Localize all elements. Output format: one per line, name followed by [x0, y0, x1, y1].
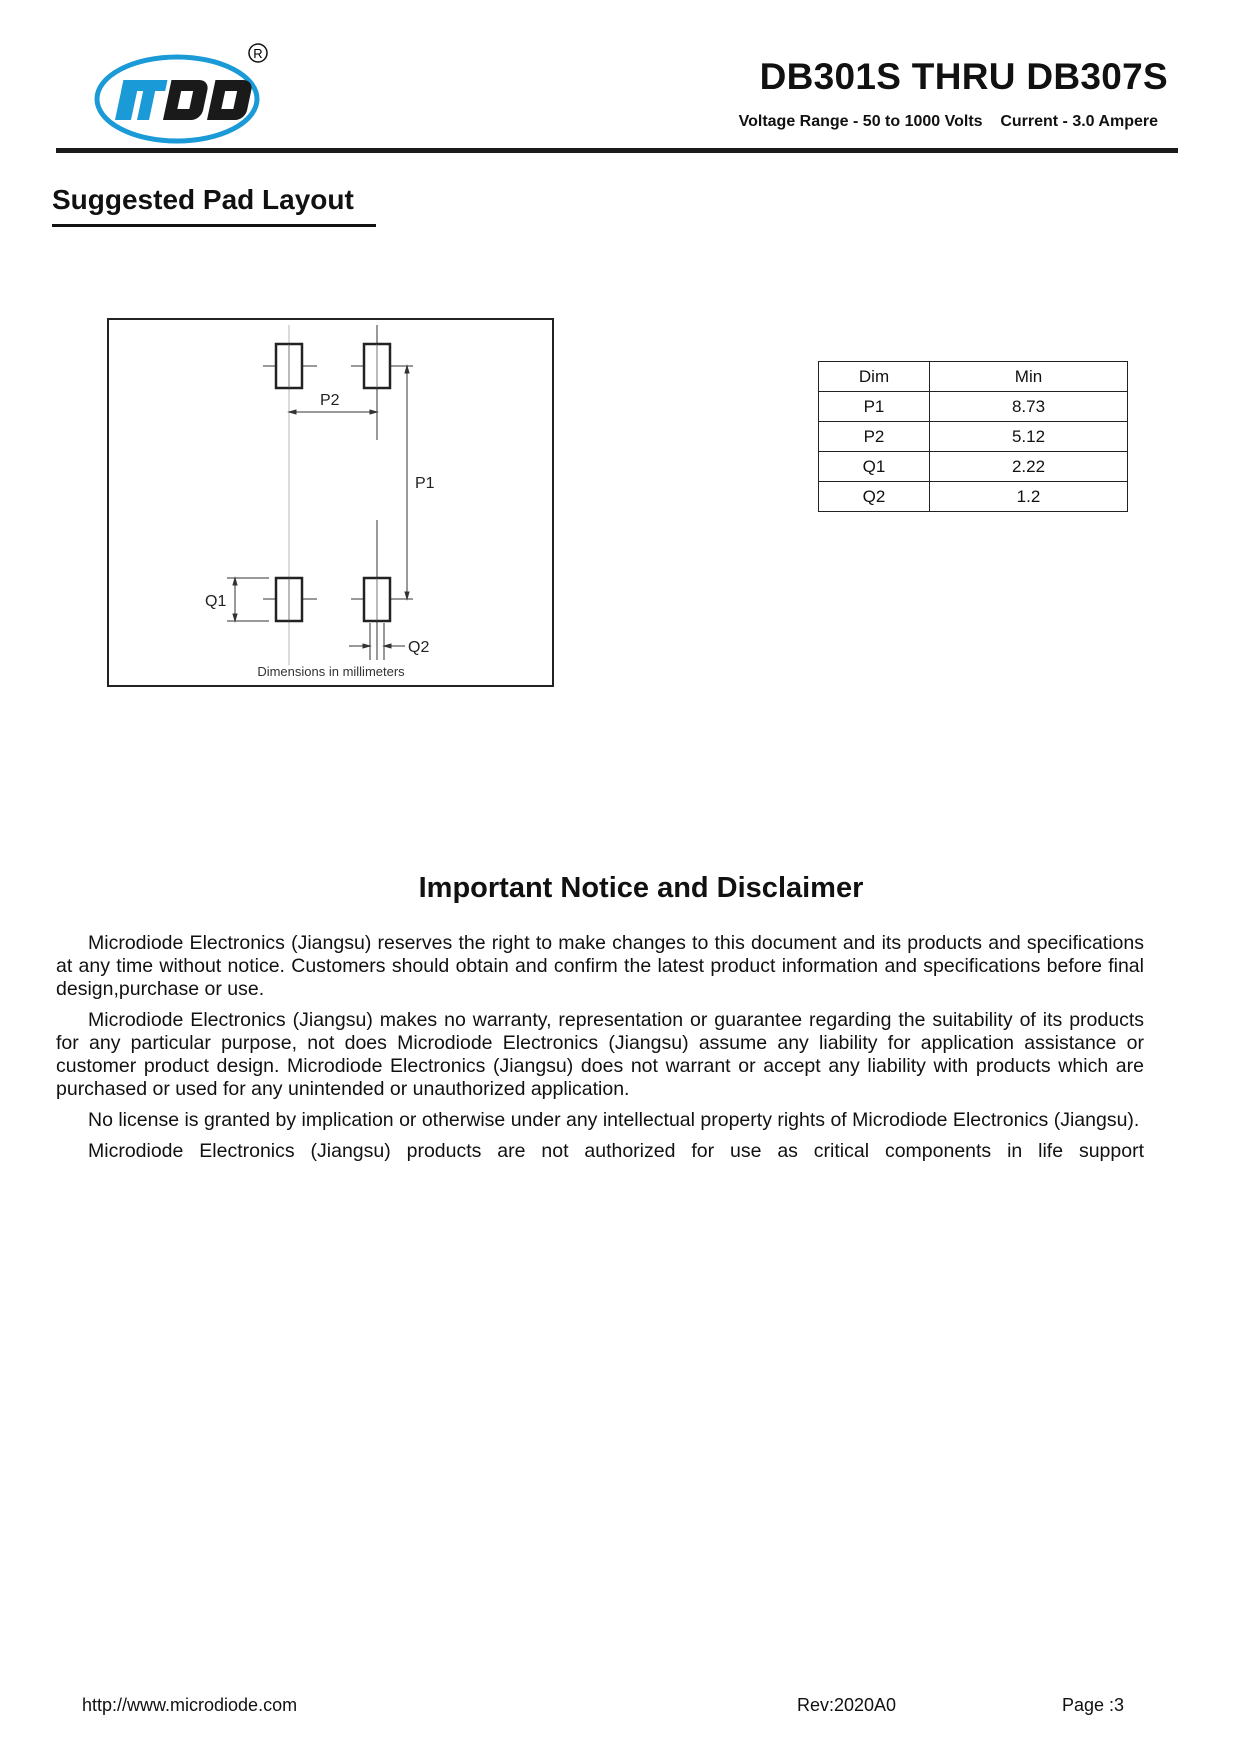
- section-title: Suggested Pad Layout: [52, 184, 354, 215]
- company-logo: [88, 40, 278, 155]
- table-row: [819, 392, 1128, 422]
- header-cell: Min: [930, 362, 1128, 392]
- dim-cell: P2: [819, 422, 930, 452]
- q1-label: Q1: [205, 593, 227, 610]
- min-cell: 8.73: [930, 392, 1128, 422]
- ratings-subtitle: Voltage Range - 50 to 1000 Volts Current - 3.0 Ampere: [738, 113, 1158, 130]
- footer-page-number: Page :3: [1062, 1695, 1125, 1715]
- svg-text:R: R: [253, 46, 263, 61]
- document-title: DB301S THRU DB307S: [759, 56, 1168, 97]
- footer-url: http://www.microdiode.com: [82, 1695, 298, 1715]
- q2-label: Q2: [408, 639, 430, 656]
- dim-cell: Q2: [819, 482, 930, 512]
- diagram-caption: Dimensions in millimeters: [257, 664, 405, 679]
- table-row: [819, 482, 1128, 512]
- header-cell: Dim: [819, 362, 930, 392]
- header-divider: [56, 148, 1178, 153]
- table-header-row: [819, 362, 1128, 392]
- p2-label: P2: [320, 392, 340, 409]
- section-underline: [52, 224, 376, 227]
- min-cell: 5.12: [930, 422, 1128, 452]
- dim-cell: Q1: [819, 452, 930, 482]
- p1-label: P1: [415, 475, 435, 492]
- footer-revision: Rev:2020A0: [797, 1695, 897, 1715]
- notice-body: [56, 932, 1144, 1171]
- notice-paragraph: No license is granted by implication or otherwise under any intellectual property rights of Microdiode Electronics (Jiangsu).: [88, 1109, 1140, 1131]
- notice-paragraph: Microdiode Electronics (Jiangsu) reserves the right to make changes to this document and its products and specifications at any time without notice. Customers should obtain and confirm the latest product information and specifications before final design,purchase or use.: [56, 932, 1144, 1000]
- pad-layout-diagram: [107, 318, 554, 687]
- dim-cell: P1: [819, 392, 930, 422]
- table-row: [819, 422, 1128, 452]
- notice-paragraph: Microdiode Electronics (Jiangsu) products are not authorized for use as critical components in life support: [88, 1140, 1144, 1162]
- min-cell: 2.22: [930, 452, 1128, 482]
- min-cell: 1.2: [930, 482, 1128, 512]
- dimension-table: [818, 361, 1128, 512]
- notice-title: Important Notice and Disclaimer: [418, 872, 864, 904]
- notice-paragraph: Microdiode Electronics (Jiangsu) makes no warranty, representation or guarantee regarding the suitability of its products for any particular purpose, not does Microdiode Electronics (Jiangsu) assume any liability for application assistance or customer product design. Microdiode Electronics (Jiangsu) does not warrant or accept any liability with products which are purchased or used for any unintended or unauthorized application.: [56, 1009, 1144, 1100]
- table-row: [819, 452, 1128, 482]
